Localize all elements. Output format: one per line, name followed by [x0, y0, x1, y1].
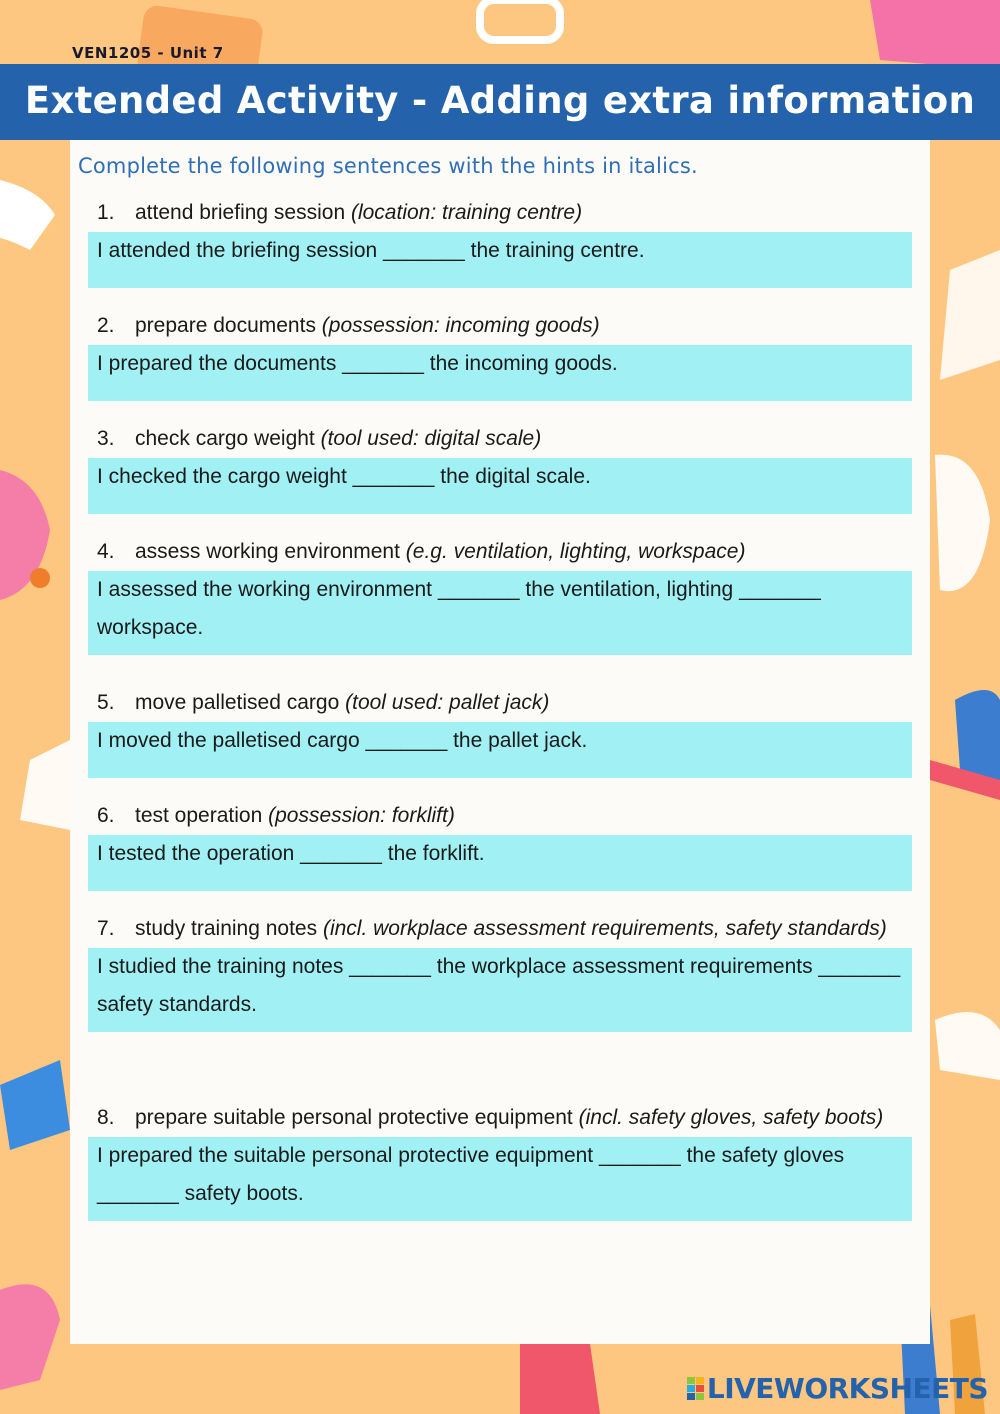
item-number: 4.	[97, 540, 115, 563]
item-hint: (incl. workplace assessment requirements, safety standards)	[322, 917, 887, 940]
exercise-item	[88, 420, 912, 514]
item-prompt	[88, 533, 912, 571]
logo-icon	[687, 1377, 705, 1401]
answer-sentence[interactable]: I prepared the documents _______ the incoming goods.	[88, 345, 912, 401]
item-number: 7.	[97, 917, 115, 940]
item-prompt	[88, 1099, 912, 1137]
item-verb: study training notes	[135, 917, 323, 940]
item-hint: (tool used: digital scale)	[320, 427, 542, 450]
item-prompt	[88, 797, 912, 835]
item-verb: assess working environment	[135, 540, 406, 563]
item-hint: (possession: incoming goods)	[321, 314, 600, 337]
answer-sentence[interactable]: I assessed the working environment _______ the ventilation, lighting _______ workspace.	[88, 571, 912, 655]
item-verb: prepare suitable personal protective equipment	[135, 1106, 579, 1129]
exercise-item	[88, 194, 912, 288]
exercise-item	[88, 684, 912, 778]
item-verb: attend briefing session	[135, 201, 351, 224]
worksheet-panel	[70, 140, 930, 1344]
item-prompt	[88, 194, 912, 232]
item-prompt	[88, 684, 912, 722]
item-prompt	[88, 910, 912, 948]
item-number: 1.	[97, 201, 115, 224]
item-hint: (incl. safety gloves, safety boots)	[578, 1106, 884, 1129]
exercise-item	[88, 1099, 912, 1221]
item-number: 3.	[97, 427, 115, 450]
item-number: 8.	[97, 1106, 115, 1129]
answer-sentence[interactable]: I tested the operation _______ the forklift.	[88, 835, 912, 891]
exercise-item	[88, 307, 912, 401]
exercise-item	[88, 797, 912, 891]
answer-sentence[interactable]: I checked the cargo weight _______ the digital scale.	[88, 458, 912, 514]
title-bar	[0, 64, 1000, 140]
item-prompt	[88, 420, 912, 458]
liveworksheets-logo[interactable]	[687, 1372, 988, 1405]
answer-sentence[interactable]: I prepared the suitable personal protective equipment _______ the safety gloves _______ safety boots.	[88, 1137, 912, 1221]
item-number: 6.	[97, 804, 115, 827]
item-hint: (possession: forklift)	[268, 804, 455, 827]
exercise-item	[88, 533, 912, 655]
answer-sentence[interactable]: I attended the briefing session _______ the training centre.	[88, 232, 912, 288]
page-title: Extended Activity - Adding extra information	[24, 79, 976, 122]
item-verb: test operation	[135, 804, 269, 827]
item-verb: prepare documents	[135, 314, 322, 337]
logo-text: LIVEWORKSHEETS	[706, 1372, 988, 1405]
item-number: 2.	[97, 314, 115, 337]
answer-sentence[interactable]: I studied the training notes _______ the workplace assessment requirements _______ safety standards.	[88, 948, 912, 1032]
item-verb: check cargo weight	[135, 427, 321, 450]
item-prompt	[88, 307, 912, 345]
course-code: VEN1205 - Unit 7	[72, 44, 224, 62]
item-hint: (location: training centre)	[350, 201, 583, 224]
item-hint: (e.g. ventilation, lighting, workspace)	[405, 540, 746, 563]
item-number: 5.	[97, 691, 115, 714]
exercise-item	[88, 910, 912, 1032]
instruction-text: Complete the following sentences with the hints in italics.	[78, 154, 698, 178]
item-verb: move palletised cargo	[135, 691, 346, 714]
item-hint: (tool used: pallet jack)	[345, 691, 550, 714]
answer-sentence[interactable]: I moved the palletised cargo _______ the pallet jack.	[88, 722, 912, 778]
